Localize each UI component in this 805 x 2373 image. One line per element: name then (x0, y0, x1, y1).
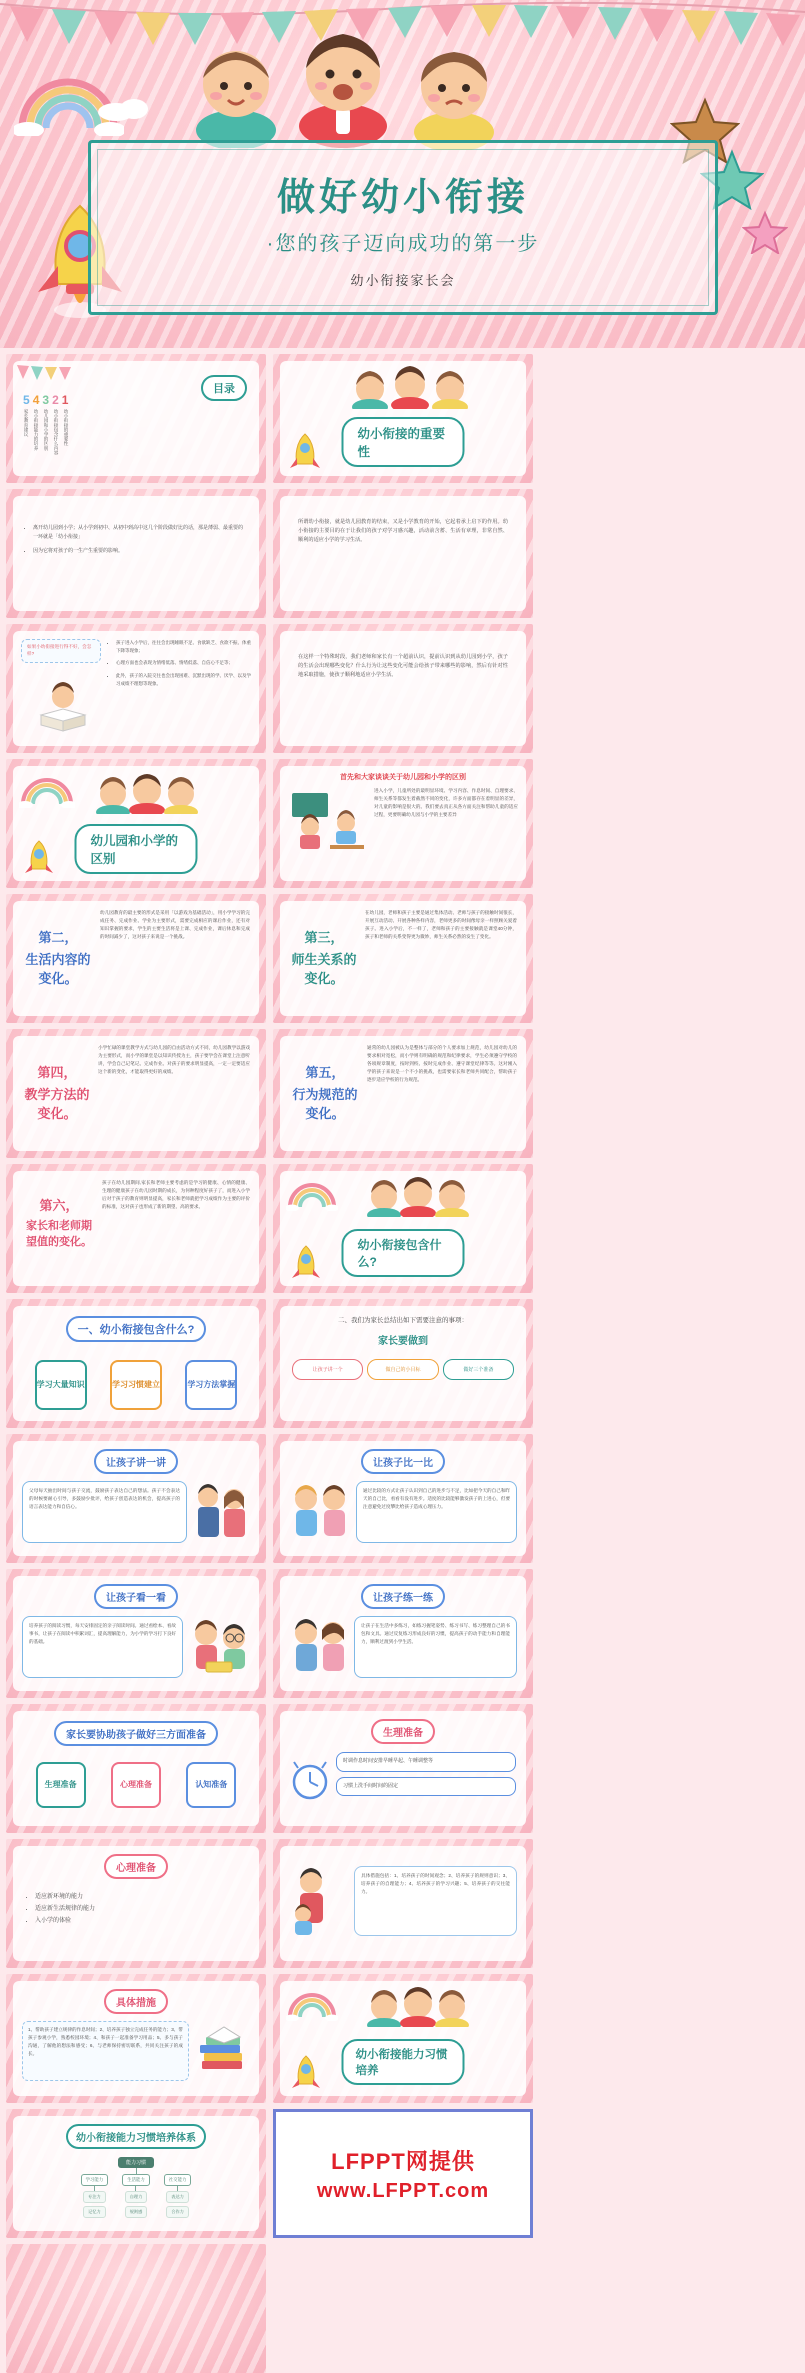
slide-thumbnail[interactable] (273, 354, 533, 483)
paragraph-text: 在这样一个特殊时段，我们老师和家长有一个超前认识，提前认识到从幼儿园到小学，孩子的生活会出现哪些变化？什么行为让这些变化可能会给孩子带来哪些的影响，然后有针对性地采取措施，使孩子顺利地适应小学生活。 (298, 654, 508, 679)
slide-title: 让孩子看一看 (94, 1584, 178, 1609)
tree-leaf: 专注力 (83, 2191, 106, 2203)
tree-branch: 生活能力 (122, 2174, 150, 2186)
books-icon (194, 2021, 250, 2081)
slide-thumbnail[interactable] (6, 1974, 266, 2103)
toc-title: 目录 (201, 375, 247, 401)
paragraph-text: 小学忙碌的课堂教学方式与幼儿园的自由活动方式不同，幼儿园教学以游戏为主要形式，而小学的课堂是以知识传授为主，孩子要学会在课堂上注意听讲，学会自己记笔记、完成作业。对孩子的要求明显提高，一定一定要适应这个新的变化，才能取得更好的成绩。 (98, 1045, 250, 1075)
item-card[interactable]: 学习大量知识 (35, 1360, 87, 1410)
slide-thumbnail[interactable] (273, 894, 533, 1023)
paragraph-text: 让孩子在生活中多练习，如练习握笔姿势、练习书写、练习整理自己的书包和文具。通过反复练习形成良好的习惯，提高孩子的动手能力和自理能力，顺利过渡到小学生活。 (361, 1623, 510, 1645)
rainbow-icon (286, 1987, 338, 2021)
kids-reading-icon (188, 1616, 250, 1678)
slide-title: 幼小衔接包含什么? (342, 1229, 465, 1277)
section-badge-sub: 教学方法的变化。 (24, 1087, 90, 1121)
slide-subtitle: 家长要做到 (378, 1335, 428, 1347)
slide-thumbnail[interactable] (6, 2109, 266, 2238)
slide-thumbnail[interactable] (6, 1569, 266, 1698)
slide-thumbnail[interactable] (273, 1974, 533, 2103)
paragraph-text: 所谓幼小衔接，就是幼儿园教育的结束，又是小学教育的开始，它起着承上启下的作用。幼小衔接的主要目的在于让我们的孩子对学习感兴趣，活动前含蓄、生活有章理，非常自然、顺利的适应小学的学习生活。 (298, 519, 508, 544)
section-badge: 第三， (304, 930, 344, 945)
slide-thumbnail[interactable] (6, 1164, 266, 1293)
cover-slide (0, 0, 805, 348)
slide-thumbnail[interactable] (273, 759, 533, 888)
cloud-decoration (96, 96, 156, 122)
rainbow-icon (19, 772, 75, 808)
section-badge-sub: 生活内容的变化。 (25, 952, 91, 986)
students-icon (289, 1616, 349, 1678)
section-badge: 第二， (38, 930, 78, 945)
kid-character-center (278, 22, 408, 148)
checklist-item: 习惯上洗手间时间的固定 (343, 1782, 399, 1789)
slide-thumbnail[interactable] (6, 759, 266, 888)
rocket-icon (23, 839, 55, 877)
slide-title: 生理准备 (371, 1719, 435, 1744)
toc-item-label[interactable]: 家长教育建议 (24, 409, 29, 437)
paragraph-text: 培养孩子的阅读习惯，每天安排固定的亲子阅读时间。通过看绘本、看故事书，让孩子在阅读中积累词汇，提高理解能力，为小学的学习打下良好的基础。 (29, 1623, 177, 1645)
toc-item-label[interactable]: 幼小衔接的重要性 (64, 409, 69, 446)
checklist-item: 时调作息时间安排早睡早起、午睡调整等 (343, 1758, 434, 1764)
tree-root: 能力习惯 (118, 2157, 154, 2168)
bullet-item: • 因为它将对孩子的一生产生重要的影响。 (33, 547, 247, 556)
paragraph-text: 幼儿园教育的最主要的形式是采用「以游戏为基础活动」，用小学学习的完成任务、完成作业、学业为主要形式，需要完成相应的课后作业，还有对知识掌握的要求，学生的主要生活将是上课、完成作业，课后休息和完成的时间减少了，这对孩子来说是一个挑战。 (100, 910, 250, 940)
slide-title: 首先和大家谈谈关于幼儿园和小学的区别 (340, 774, 466, 781)
slide-title: 让孩子讲一讲 (94, 1449, 178, 1474)
toc-number: 4 (32, 393, 40, 407)
item-card[interactable]: 学习方法掌握 (185, 1360, 237, 1410)
toc-item-label[interactable]: 幼小衔接包含什么内容 (54, 409, 59, 455)
slide-thumbnail[interactable] (273, 1299, 533, 1428)
tree-branch: 学习能力 (81, 2174, 109, 2186)
slide-thumbnail-grid (0, 348, 805, 2373)
slide-thumbnail[interactable] (6, 489, 266, 618)
father-child-icon (289, 1866, 349, 1936)
cover-title-frame (88, 140, 718, 315)
slide-thumbnail[interactable] (6, 894, 266, 1023)
slide-thumbnail[interactable] (6, 1029, 266, 1158)
section-badge-sub: 家长和老师期望值的变化。 (26, 1220, 92, 1248)
question-bubble (21, 639, 101, 663)
tree-leaf: 规则感 (125, 2206, 148, 2218)
watermark-title: LFPPT网提供 (331, 2148, 475, 2174)
toc-number: 3 (42, 393, 50, 407)
toc-number: 2 (52, 393, 59, 407)
classroom-icon (288, 787, 370, 857)
slide-title: 幼小衔接能力习惯培养 (342, 2039, 465, 2085)
section-badge: 第五， (305, 1065, 345, 1080)
cover-organization: 幼小衔接家长会 (350, 273, 456, 288)
slide-title: 幼小衔接的重要性 (342, 417, 465, 467)
cover-subtitle: ·您的孩子迈向成功的第一步 (266, 233, 540, 255)
bullet-item: • 适应新生活规律的能力 (35, 1903, 247, 1915)
rainbow-icon (286, 1177, 338, 1211)
toc-number: 5 (23, 393, 30, 407)
item-chip[interactable]: 做好三个准备 (443, 1359, 514, 1380)
kid-character-right (394, 40, 514, 150)
slide-title: 幼儿园和小学的区别 (75, 824, 198, 874)
prep-card[interactable]: 生理准备 (36, 1762, 86, 1808)
page-title: 做好幼小衔接 (276, 177, 529, 219)
slide-thumbnail[interactable] (6, 624, 266, 753)
bullet-item: • 入小学的体验 (35, 1915, 247, 1927)
paragraph-text: 进入小学，儿童所处的最明显环境、学习内容、作息时间、自理要求、师生关系等都发生着截然不同的变化，许多方面都存在着明显的差异，对儿童的影响是很大的。我们要去真正从各方面关注和帮助儿童的适应过程，更要明确幼儿园与小学的主要差异 (374, 788, 518, 818)
rocket-icon (290, 2054, 322, 2092)
slide-thumbnail[interactable] (273, 1164, 533, 1293)
tree-leaf: 合作力 (166, 2206, 189, 2218)
section-badge: 第六， (39, 1198, 79, 1213)
slide-title: 心理准备 (104, 1854, 168, 1879)
slide-title: 幼小衔接能力习惯培养体系 (66, 2124, 206, 2149)
kids-group-icon (340, 365, 480, 409)
paragraph-text: 1、帮助孩子建立规律的作息时间；2、培养孩子独立完成任务的能力；3、带孩子参观小学，熟悉校园环境；4、和孩子一起准备学习用品；5、多与孩子沟通，了解他的想法和感受；6、与老师保持密切联系，共同关注孩子的成长。 (28, 2027, 183, 2057)
question-text: 如果小幼衔接进行得不好，会怎样? (27, 644, 92, 656)
slide-thumbnail[interactable] (6, 1839, 266, 1968)
toc-item-label[interactable]: 幼儿园和小学的区别 (44, 409, 49, 451)
prep-card[interactable]: 认知准备 (186, 1762, 236, 1808)
slide-title: 一、幼小衔接包含什么? (66, 1316, 207, 1342)
slide-thumbnail[interactable] (6, 1704, 266, 1833)
section-badge: 第四， (37, 1065, 77, 1080)
tree-branch: 社交能力 (164, 2174, 192, 2186)
tree-leaf: 表达力 (166, 2191, 189, 2203)
clock-icon (290, 1752, 330, 1810)
two-kids-icon (289, 1481, 351, 1543)
paragraph-text: 通常的幼儿园被认为是整体与部分的个人要求加上规范，幼儿园对幼儿的要求相对宽松，而小学则有明确的规范和纪律要求，学生必须遵守学校的各项规章制度，按时到校、按时完成作业、遵守课堂纪律等等。这对刚入学的孩子来说是一个不小的挑战，也需要家长和老师共同配合，帮助孩子逐步适应学校的行为规范。 (367, 1045, 517, 1083)
kids-group-icon (87, 772, 207, 814)
kids-group-icon (358, 1985, 478, 2027)
slide-title: 让孩子比一比 (361, 1449, 445, 1474)
toc-item-label[interactable]: 幼小衔接能力的培养 (34, 409, 39, 451)
slide-thumbnail[interactable] (273, 1839, 533, 1968)
slide-title: 二、我们为家长总结出如下需要注意的事项： (338, 1317, 468, 1324)
slide-thumbnail-empty (6, 2244, 266, 2373)
paragraph-text: 具体措施包括：1、培养孩子的时间观念；2、培养孩子的规则意识；3、培养孩子的自理能力；4、培养孩子的学习兴趣；5、培养孩子的交往能力。 (361, 1873, 510, 1895)
slide-thumbnail[interactable] (273, 1029, 533, 1158)
bullet-item: • 适应新环境的能力 (35, 1891, 247, 1903)
item-chip[interactable]: 做自己的小目标 (367, 1359, 438, 1380)
paragraph-text: 孩子在幼儿园期间,家长和老师主要考虑的是学习的健康、心情的健康、生理的健康孩子在幼儿园时期的成长，为何种程度好孩子了，而进入小学后对于孩子的教育则明显提高，家长和老师就把学习成绩作为主要的评价的标准，这对孩子也形成了新的期望、高的要求。 (102, 1180, 250, 1210)
toc-number: 1 (61, 393, 69, 407)
rocket-icon (290, 1244, 322, 1282)
prep-card[interactable]: 心理准备 (111, 1762, 161, 1808)
mini-bunting-icon (15, 363, 85, 385)
slide-title: 家长要协助孩子做好三方面准备 (54, 1721, 218, 1746)
section-badge-sub: 行为规范的变化。 (292, 1087, 358, 1121)
parents-icon (192, 1481, 250, 1543)
paragraph-text: 通过比较的方式让孩子认识到自己的进步与不足，比如把今天的自己和昨天的自己比，看看有没有进步。适度的比较能够激发孩子的上进心，但要注意避免过度攀比给孩子造成心理压力。 (363, 1488, 511, 1510)
book-reading-icon (35, 679, 91, 735)
bullet-item: • 心理方面也会表现为情绪低落、情绪低落、自信心不足等； (116, 659, 253, 667)
slide-thumbnail[interactable] (273, 624, 533, 753)
paragraph-text: 在幼儿园，老师和孩子主要是通过集体活动、老师与孩子的接触时间很长，开展互动活动、开展各种各样内容，老师更多的时间像母亲一样照顾关爱着孩子。进入小学后，不一样了，老师和孩子的主要接触就是课堂40分钟，孩子和老师的关系变得更为微妙，师生关系必然的发生了变化。 (365, 910, 517, 940)
paragraph-text: 父母每天抽出时间与孩子交流，鼓励孩子表达自己的想法。孩子不会表达的时候要耐心引导，多鼓励少批评，给孩子创造表达的机会，提高孩子的语言表达能力和自信心。 (29, 1488, 180, 1510)
slide-thumbnail[interactable] (273, 1569, 533, 1698)
tree-leaf: 自理力 (125, 2191, 148, 2203)
slide-title: 具体措施 (104, 1989, 168, 2014)
star-decoration-pink (742, 210, 788, 254)
bullet-item: • 孩子进入小学后，往往会出现睡眠不足、食欲缺乏、食欲不振、体重下降等现象； (116, 639, 253, 654)
slide-thumbnail[interactable] (6, 1299, 266, 1428)
section-badge-sub: 师生关系的变化。 (291, 952, 357, 986)
slide-thumbnail[interactable] (273, 1434, 533, 1563)
watermark-slide (273, 2109, 533, 2238)
slide-thumbnail[interactable] (273, 1704, 533, 1833)
watermark-url: www.LFPPT.com (316, 2179, 490, 2202)
tree-leaf: 记忆力 (83, 2206, 106, 2218)
slide-thumbnail[interactable] (6, 354, 266, 483)
slide-title: 让孩子练一练 (361, 1584, 445, 1609)
slide-thumbnail[interactable] (273, 489, 533, 618)
kids-group-icon (358, 1175, 478, 1217)
item-chip[interactable]: 让孩子讲一个 (292, 1359, 363, 1380)
item-card[interactable]: 学习习惯建立 (110, 1360, 162, 1410)
slide-thumbnail[interactable] (6, 1434, 266, 1563)
bullet-item: • 离开幼儿园到小学；从小学到初中、从初中到高中这几个阶段做好比的话，那是薄弱、最重要的一环就是「幼小衔接」 (33, 524, 247, 541)
bullet-item: • 此外，孩子的入院交往也会出现困难、沉默出现的学、厌学、以及学习成绩不理想等现象。 (116, 672, 253, 687)
rocket-icon (288, 432, 322, 472)
